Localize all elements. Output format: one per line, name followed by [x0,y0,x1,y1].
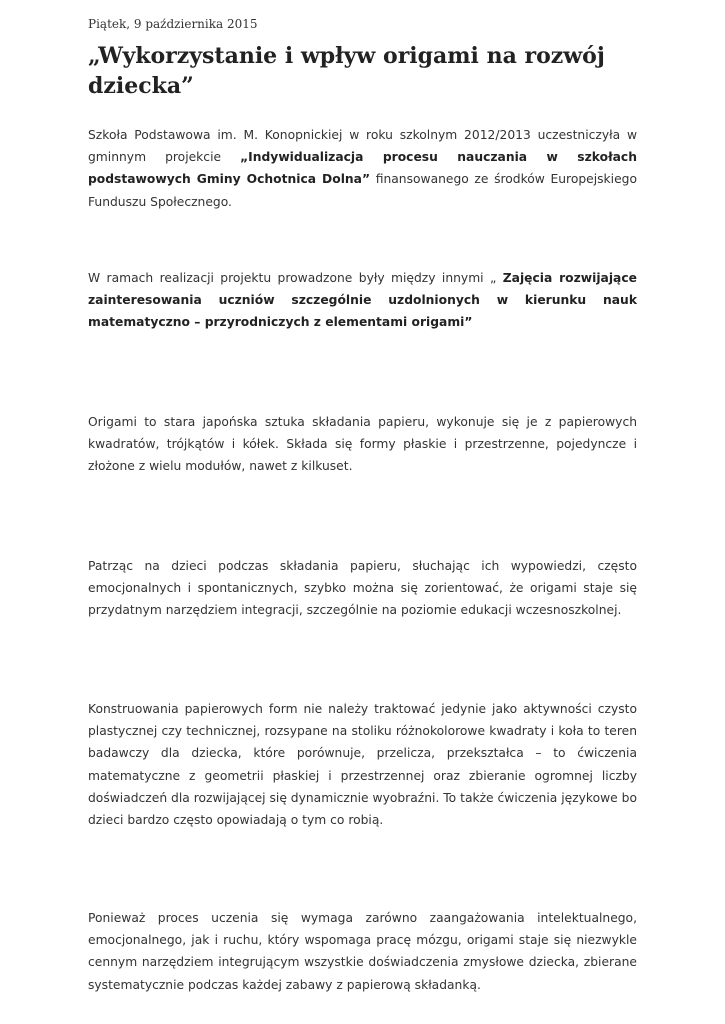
publication-date: Piątek, 9 października 2015 [88,17,258,31]
classes-name-bold: Zajęcia rozwijające zainteresowania uczniów szczególnie uzdolnionych w kierunku nauk matematyczno – przyrodniczych z elementami origami” [88,271,637,330]
paragraph-project-intro [88,124,637,213]
paragraph-text: finansowanego ze środków Europejskiego Funduszu Społecznego. [88,172,637,209]
paragraph-text: Szkoła Podstawowa im. M. Konopnickiej w roku szkolnym 2012/2013 uczestniczyła w gminnym projekcie [88,128,637,165]
article-title: „Wykorzystanie i wpływ origami na rozwój dziecka” [88,43,605,99]
project-name-bold: „Indywidualizacja procesu nauczania w szkołach podstawowych Gminy Ochotnica Dolna” [88,150,637,187]
paragraph-origami-definition: Origami to stara japońska sztuka składania papieru, wykonuje się je z papierowych kwadratów, trójkątów i kółek. Składa się formy płaskie i przestrzenne, pojedyncze i złożone z wielu modułów, nawet z kilkuset. [88,415,637,474]
paragraph-learning-process: Ponieważ proces uczenia się wymaga zarówno zaangażowania intelektualnego, emocjonalnego, jak i ruchu, który wspomaga pracę mózgu, origami staje się niezwykle cennym narzędziem integrującym wszystkie doświadczenia zmysłowe dziecka, zbierane systematycznie podczas każdej zabawy z papierową składanką. [88,911,637,992]
paragraph-text: W ramach realizacji projektu prowadzone były między innymi „ [88,271,503,285]
paragraph-paper-forms: Konstruowania papierowych form nie należy traktować jedynie jako aktywności czysto plastycznej czy technicznej, rozsypane na stoliku różnokolorowe kwadraty i koła to teren badawczy dla dziecka, które porównuje, przelicza, przekształca – to ćwiczenia matematyczne z geometrii płaskiej i przestrzennej oraz zbieranie ogromnej liczby doświadczeń dla rozwijającej się dynamicznie wyobraźni. To także ćwiczenia językowe bo dzieci bardzo często opowiadają o tym co robią. [88,702,637,828]
paragraph-classes [88,267,637,334]
paragraph-integration: Patrząc na dzieci podczas składania papieru, słuchając ich wypowiedzi, często emocjonalnych i spontanicznych, szybko można się zorientować, że origami staje się przydatnym narzędziem integracji, szczególnie na poziomie edukacji wczesnoszkolnej. [88,559,637,618]
